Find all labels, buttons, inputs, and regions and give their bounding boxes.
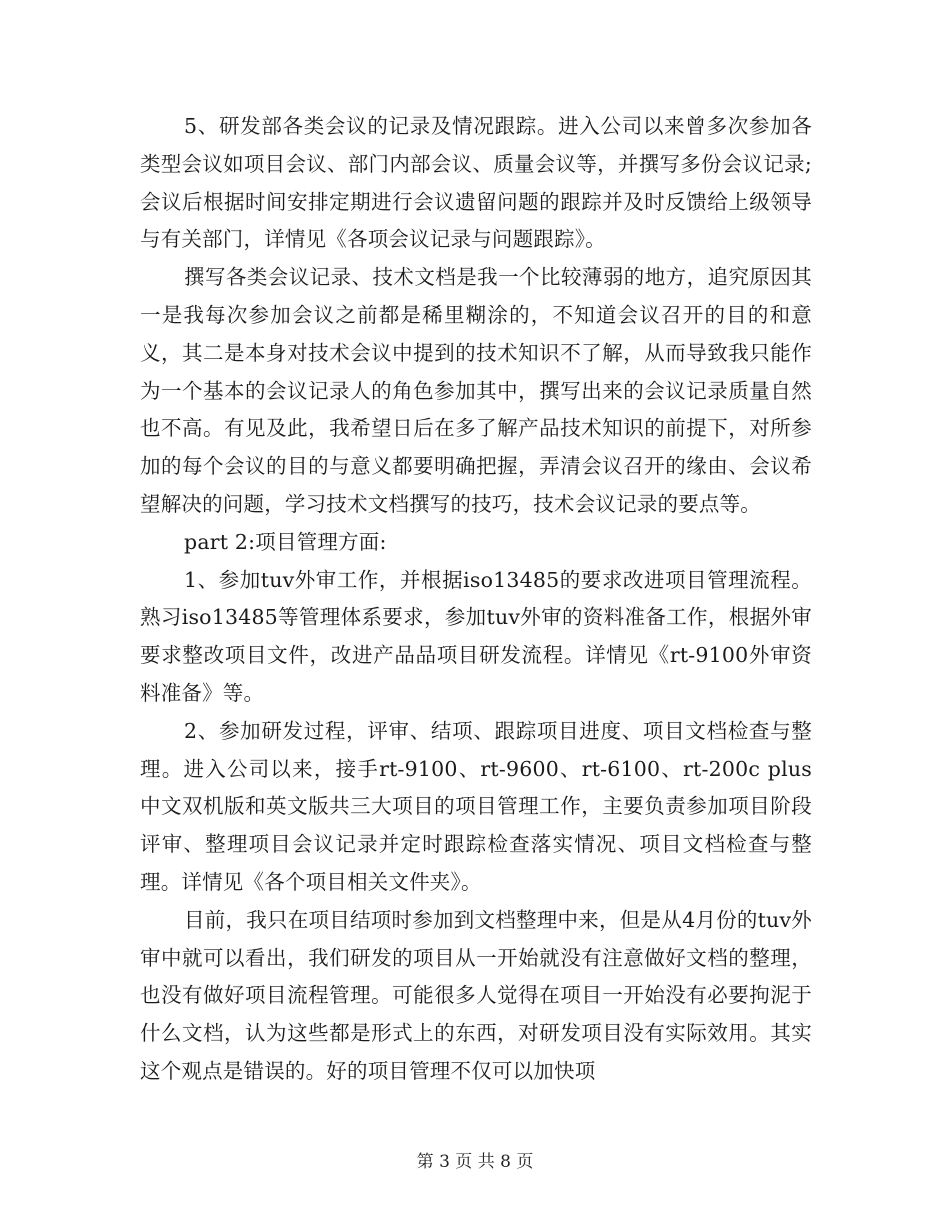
- paragraph-current-status: 目前，我只在项目结项时参加到文档整理中来，但是从4月份的tuv外审中就可以看出，我们研发的项目从一开始就没有注意做好文档的整理，也没有做好项目流程管理。可能很多人觉得在项目一开始没有必要拘泥于什么文档，认为这些都是形式上的东西，对研发项目没有实际效用。其实这个观点是错误的。好的项目管理不仅可以加快项: [140, 907, 812, 1083]
- paragraph-tuv-audit: 1、参加tuv外审工作，并根据iso13485的要求改进项目管理流程。熟习iso13485等管理体系要求，参加tuv外审的资料准备工作，根据外审要求整改项目文件，改进产品品项目研发流程。详情见《rt-9100外审资料准备》等。: [140, 567, 812, 705]
- paragraph-project-process: 2、参加研发过程，评审、结项、跟踪项目进度、项目文档检查与整理。进入公司以来，接手rt-9100、rt-9600、rt-6100、rt-200c plus中文双机版和英文版共三大项目的项目管理工作，主要负责参加项目阶段评审、整理项目会议记录并定时跟踪检查落实情况、项目文档检查与整理。详情见《各个项目相关文件夹》。: [140, 718, 812, 894]
- paragraph-meeting-records: 5、研发部各类会议的记录及情况跟踪。进入公司以来曾多次参加各类型会议如项目会议、部门内部会议、质量会议等，并撰写多份会议记录;会议后根据时间安排定期进行会议遗留问题的跟踪并及时反馈给上级领导与有关部门，详情见《各项会议记录与问题跟踪》。: [140, 114, 812, 252]
- page-number-footer: 第 3 页 共 8 页: [416, 1152, 534, 1172]
- section-heading-project-management: part 2:项目管理方面:: [184, 529, 387, 554]
- paragraph-self-assessment: 撰写各类会议记录、技术文档是我一个比较薄弱的地方，追究原因其一是我每次参加会议之前都是稀里糊涂的，不知道会议召开的目的和意义，其二是本身对技术会议中提到的技术知识不了解，从而导致我只能作为一个基本的会议记录人的角色参加其中，撰写出来的会议记录质量自然也不高。有见及此，我希望日后在多了解产品技术知识的前提下，对所参加的每个会议的目的与意义都要明确把握，弄清会议召开的缘由、会议希望解决的问题，学习技术文档撰写的技巧，技术会议记录的要点等。: [140, 265, 812, 516]
- document-body: [140, 108, 812, 1091]
